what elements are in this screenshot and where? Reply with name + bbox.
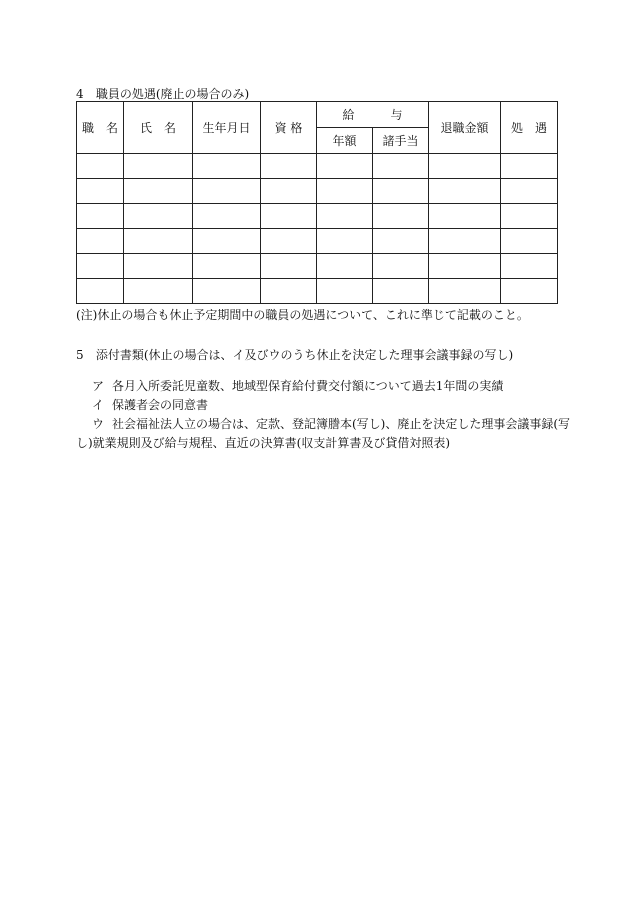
list-item-continuation: し)就業規則及び給与規程、直近の決算書(収支計算書及び貸借対照表) bbox=[76, 436, 451, 450]
table-cell bbox=[501, 229, 558, 254]
col-retirement-pay: 退職金額 bbox=[429, 102, 501, 154]
staff-table-body bbox=[77, 154, 558, 304]
table-cell bbox=[373, 279, 429, 304]
attachment-list bbox=[76, 377, 571, 453]
col-name: 氏 名 bbox=[124, 102, 193, 154]
table-row bbox=[77, 229, 558, 254]
table-cell bbox=[124, 154, 193, 179]
table-cell bbox=[317, 179, 373, 204]
table-row bbox=[77, 254, 558, 279]
table-cell bbox=[373, 254, 429, 279]
table-cell bbox=[77, 254, 124, 279]
table-cell bbox=[193, 179, 261, 204]
table-cell bbox=[501, 279, 558, 304]
table-cell bbox=[124, 279, 193, 304]
table-note: (注)休止の場合も休止予定期間中の職員の処遇について、これに準じて記載のこと。 bbox=[76, 308, 529, 322]
item-text: 保護者会の同意書 bbox=[112, 398, 209, 412]
col-job-title: 職 名 bbox=[77, 102, 124, 154]
table-cell bbox=[124, 229, 193, 254]
table-cell bbox=[261, 229, 317, 254]
table-cell bbox=[373, 204, 429, 229]
table-cell bbox=[317, 254, 373, 279]
staff-treatment-table bbox=[76, 101, 558, 304]
table-cell bbox=[261, 279, 317, 304]
table-cell bbox=[77, 179, 124, 204]
table-cell bbox=[317, 204, 373, 229]
table-cell bbox=[77, 279, 124, 304]
section-5-title: 添付書類(休止の場合は、イ及びウのうち休止を決定した理事会議事録の写し) bbox=[95, 348, 514, 362]
item-text: 社会福祉法人立の場合は、定款、登記簿謄本(写し)、廃止を決定した理事会議事録(写 bbox=[112, 417, 571, 431]
table-row bbox=[77, 179, 558, 204]
col-salary-annual: 年額 bbox=[317, 128, 373, 154]
col-salary-allowance: 諸手当 bbox=[373, 128, 429, 154]
table-cell bbox=[77, 204, 124, 229]
table-cell bbox=[193, 154, 261, 179]
table-cell bbox=[501, 254, 558, 279]
section-5-heading bbox=[76, 346, 513, 363]
table-cell bbox=[501, 179, 558, 204]
table-cell bbox=[429, 279, 501, 304]
table-cell bbox=[124, 204, 193, 229]
table-cell bbox=[193, 229, 261, 254]
table-cell bbox=[429, 229, 501, 254]
table-cell bbox=[317, 229, 373, 254]
table-cell bbox=[373, 229, 429, 254]
section-5-number: 5 bbox=[76, 348, 84, 362]
table-cell bbox=[261, 254, 317, 279]
table-cell bbox=[501, 204, 558, 229]
table-cell bbox=[429, 204, 501, 229]
table-cell bbox=[373, 154, 429, 179]
table-cell bbox=[124, 254, 193, 279]
table-cell bbox=[317, 154, 373, 179]
table-cell bbox=[501, 154, 558, 179]
table-cell bbox=[124, 179, 193, 204]
table-cell bbox=[77, 229, 124, 254]
section-4-heading bbox=[76, 85, 249, 102]
table-row bbox=[77, 204, 558, 229]
table-cell bbox=[193, 204, 261, 229]
table-cell bbox=[77, 154, 124, 179]
table-cell bbox=[193, 254, 261, 279]
table-cell bbox=[261, 154, 317, 179]
table-cell bbox=[429, 179, 501, 204]
table-row bbox=[77, 279, 558, 304]
table-cell bbox=[429, 254, 501, 279]
table-cell bbox=[317, 279, 373, 304]
list-item bbox=[92, 396, 562, 415]
section-4-number: 4 bbox=[76, 87, 84, 101]
table-cell bbox=[373, 179, 429, 204]
col-salary: 給 与 bbox=[317, 102, 429, 128]
table-cell bbox=[261, 204, 317, 229]
table-cell bbox=[429, 154, 501, 179]
item-label: ウ bbox=[92, 417, 105, 431]
table-cell bbox=[261, 179, 317, 204]
table-cell bbox=[193, 279, 261, 304]
col-qualification: 資 格 bbox=[261, 102, 317, 154]
col-treatment: 処 遇 bbox=[501, 102, 558, 154]
list-item bbox=[92, 415, 571, 434]
table-row bbox=[77, 154, 558, 179]
section-4-title: 職員の処遇(廃止の場合のみ) bbox=[95, 87, 250, 101]
list-item bbox=[92, 377, 562, 396]
item-text: 各月入所委託児童数、地域型保育給付費交付額について過去1年間の実績 bbox=[112, 379, 504, 393]
col-birthdate: 生年月日 bbox=[193, 102, 261, 154]
item-label: イ bbox=[92, 398, 105, 412]
item-label: ア bbox=[92, 379, 105, 393]
